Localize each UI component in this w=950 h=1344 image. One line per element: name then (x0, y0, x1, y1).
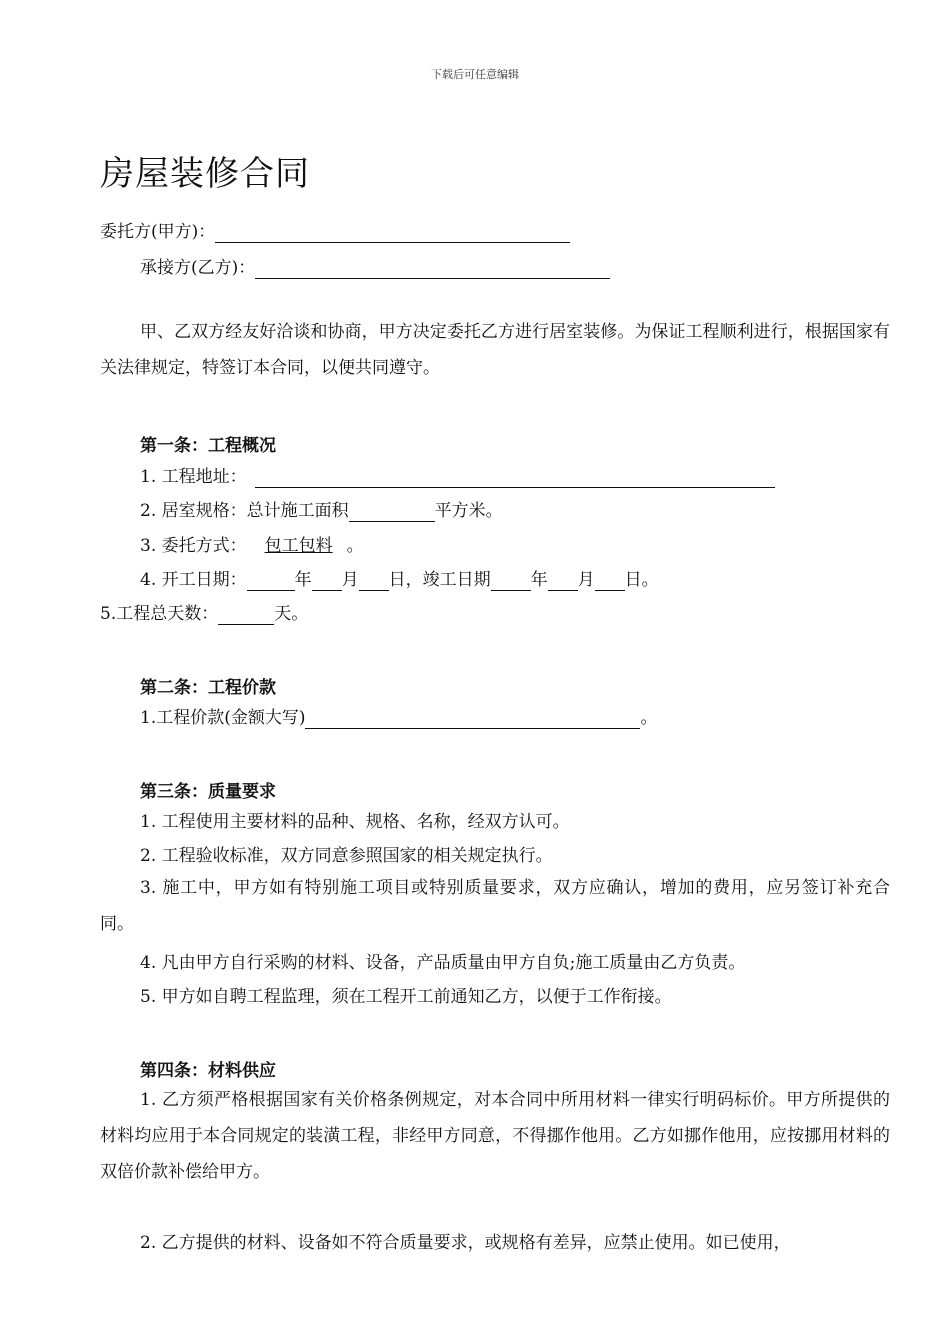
article3-item3: 3. 施工中，甲方如有特别施工项目或特别质量要求，双方应确认，增加的费用，应另签订补充合同。 (100, 878, 890, 934)
article3-item1: 1. 工程使用主要材料的品种、规格、名称，经双方认可。 (140, 812, 570, 832)
article4-heading: 第四条：材料供应 (140, 1061, 276, 1081)
article3-heading: 第三条：质量要求 (140, 782, 276, 802)
end-year-blank (491, 572, 531, 591)
day-label: 日。 (624, 570, 659, 590)
area-prefix: 2. 居室规格：总计施工面积 (140, 501, 349, 521)
intro-paragraph: 甲、乙双方经友好洽谈和协商，甲方决定委托乙方进行居室装修。为保证工程顺利进行，根据国家有关法律规定，特签订本合同，以便共同遵守。 (100, 322, 890, 378)
article3-item5: 5. 甲方如自聘工程监理，须在工程开工前通知乙方，以便于工作衔接。 (140, 987, 672, 1007)
start-month-blank (312, 572, 342, 591)
days-blank (218, 606, 274, 625)
article4-item2: 2. 乙方提供的材料、设备如不符合质量要求，或规格有差异，应禁止使用。如已使用， (140, 1233, 791, 1253)
address-label: 1. 工程地址： (140, 467, 247, 487)
price-prefix: 1.工程价款(金额大写) (140, 708, 306, 728)
document-title: 房屋装修合同 (100, 154, 310, 194)
days-prefix: 5.工程总天数： (100, 604, 219, 624)
article1-item4 (140, 569, 659, 591)
method-value: 包工包料 (264, 536, 333, 556)
days-suffix: 天。 (274, 604, 309, 624)
month-label: 月 (577, 570, 595, 590)
article1-item3 (140, 535, 364, 557)
start-date-prefix: 4. 开工日期： (140, 570, 247, 590)
article2-heading: 第二条：工程价款 (140, 678, 276, 698)
article2-item1 (140, 707, 657, 729)
price-blank (305, 710, 640, 729)
month-label: 月 (341, 570, 359, 590)
year-label: 年 (530, 570, 548, 590)
article1-heading: 第一条：工程概况 (140, 436, 276, 456)
end-date-prefix: 日，竣工日期 (388, 570, 491, 590)
end-month-blank (548, 572, 578, 591)
method-suffix: 。 (346, 536, 364, 556)
price-suffix: 。 (640, 708, 658, 728)
start-year-blank (247, 572, 295, 591)
area-blank (349, 503, 435, 522)
party-a-line (100, 221, 570, 243)
party-a-label: 委托方(甲方)： (100, 222, 216, 242)
party-b-blank (255, 260, 610, 279)
method-prefix: 3. 委托方式： (140, 536, 247, 556)
party-b-line (140, 257, 610, 279)
article1-item5 (100, 603, 308, 625)
address-blank (255, 469, 775, 488)
article3-item2: 2. 工程验收标准，双方同意参照国家的相关规定执行。 (140, 846, 553, 866)
year-label: 年 (294, 570, 312, 590)
article1-item1 (140, 466, 775, 488)
end-day-blank (595, 572, 625, 591)
party-a-blank (215, 224, 570, 243)
start-day-blank (359, 572, 389, 591)
article4-item1: 1. 乙方须严格根据国家有关价格条例规定，对本合同中所用材料一律实行明码标价。甲方所提供的材料均应用于本合同规定的装潢工程，非经甲方同意，不得挪作他用。乙方如挪作他用，应按挪用材料的双倍价款补偿给甲方。 (100, 1090, 890, 1182)
article3-item4: 4. 凡由甲方自行采购的材料、设备，产品质量由甲方自负;施工质量由乙方负责。 (140, 953, 746, 973)
article1-item2 (140, 500, 503, 522)
area-suffix: 平方米。 (434, 501, 503, 521)
header-note: 下载后可任意编辑 (431, 68, 519, 81)
party-b-label: 承接方(乙方)： (140, 258, 256, 278)
